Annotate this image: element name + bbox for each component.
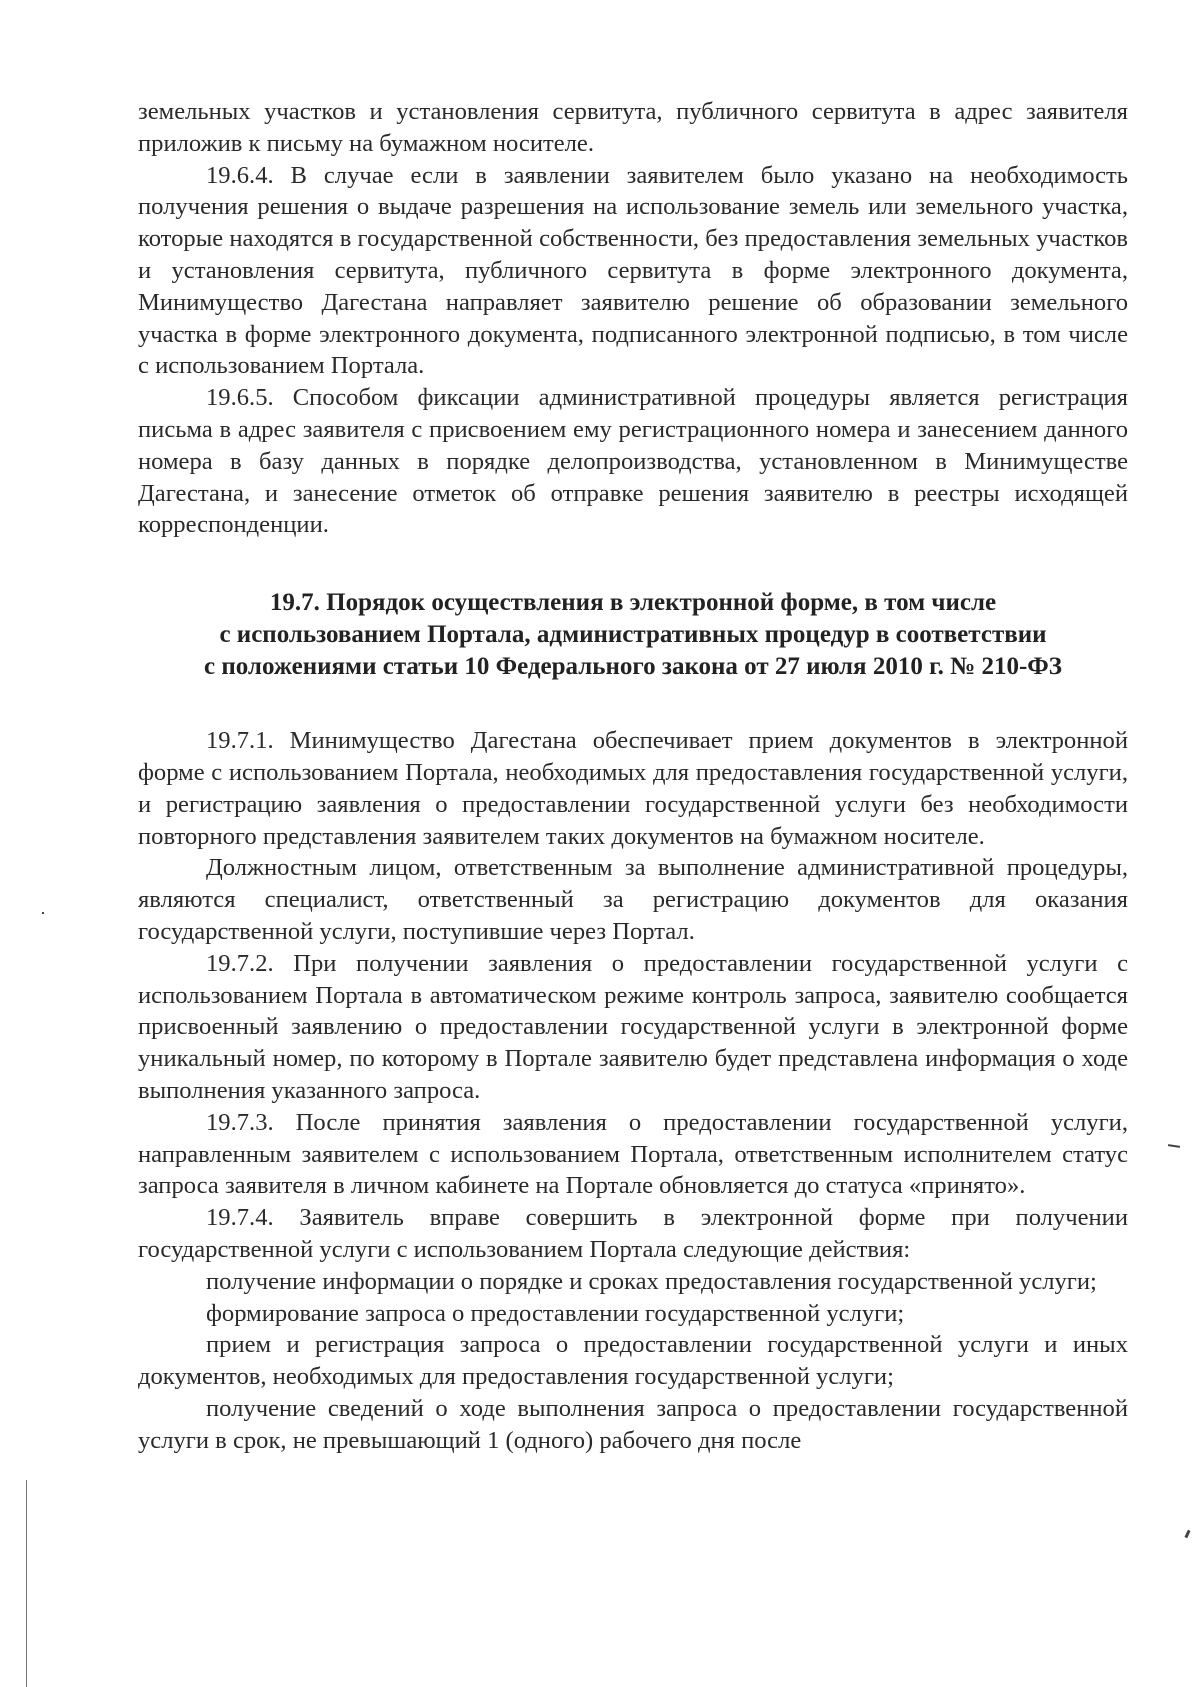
paragraph-19-6-4: 19.6.4. В случае если в заявлении заявителем было указано на необходимость получения решения о выдаче разрешения на использование земель или земельного участка, которые находятся в государственной собственности, без предоставления земельных участков и установления сервитута, публичного сервитута в форме электронного документа, Минимущество Дагестана направляет заявителю решение об образовании земельного участка в форме электронного документа, подписанного электронной подписью, в том числе с использованием Портала. [138, 161, 1128, 380]
heading-line-1: 19.7. Порядок осуществления в электронной форме, в том числе [269, 589, 997, 617]
paragraph-continuation: земельных участков и установления сервитута, публичного сервитута в адрес заявителя приложив к письму на бумажном носителе. [138, 98, 1128, 157]
scan-dust-mark [1184, 1530, 1190, 1539]
list-item-request-forming: формирование запроса о предоставлении государственной услуги; [206, 1299, 905, 1327]
section-heading-19-7 [138, 587, 1128, 683]
paragraph-19-7-2: 19.7.2. При получении заявления о предоставлении государственной услуги с использованием Портала в автоматическом режиме контроль запроса, заявителю сообщается присвоенный заявлению о предоставлении государственной услуги в электронной форме уникальный номер, по которому в Портале заявителю будет представлена информация о ходе выполнения указанного запроса. [138, 949, 1128, 1104]
heading-line-2: с использованием Портала, административных процедур в соответствии [219, 621, 1047, 649]
list-item-information: получение информации о порядке и сроках предоставления государственной услуги; [206, 1267, 1097, 1295]
scan-edge-line [26, 1480, 27, 1687]
list-item-reception-registration: прием и регистрация запроса о предоставлении государственной услуги и иных документов, необходимых для предоставления государственной услуги; [138, 1331, 1128, 1391]
paragraph-responsible-official: Должностным лицом, ответственным за выполнение административной процедуры, являются специалист, ответственный за регистрацию документов для оказания государственной услуги, поступившие через Портал. [138, 854, 1128, 945]
scan-dust-mark [42, 912, 44, 914]
heading-line-3: с положениями статьи 10 Федерального закона от 27 июля 2010 г. № 210-ФЗ [204, 653, 1062, 681]
document-page [138, 96, 1128, 1456]
paragraph-19-6-5: 19.6.5. Способом фиксации административной процедуры является регистрация письма в адрес заявителя с присвоением ему регистрационного номера и занесением данного номера в базу данных в порядке делопроизводства, установленном в Минимуществе Дагестана, и занесение отметок об отправке решения заявителю в реестры исходящей корреспонденции. [138, 384, 1128, 539]
paragraph-19-7-3: 19.7.3. После принятия заявления о предоставлении государственной услуги, направленным заявителем с использованием Портала, ответственным исполнителем статус запроса заявителя в личном кабинете на Портале обновляется до статуса «принято». [138, 1108, 1128, 1200]
paragraph-19-7-1: 19.7.1. Минимущество Дагестана обеспечивает прием документов в электронной форме с использованием Портала, необходимых для предоставления государственной услуги, и регистрацию заявления о предоставлении государственной услуги без необходимости повторного представления заявителем таких документов на бумажном носителе. [138, 727, 1128, 850]
list-item-progress-info: получение сведений о ходе выполнения запроса о предоставлении государственной услуги в срок, не превышающий 1 (одного) рабочего дня после [138, 1394, 1128, 1454]
scan-dust-mark [1168, 1144, 1180, 1148]
paragraph-19-7-4: 19.7.4. Заявитель вправе совершить в электронной форме при получении государственной услуги с использованием Портала следующие действия: [138, 1204, 1128, 1263]
